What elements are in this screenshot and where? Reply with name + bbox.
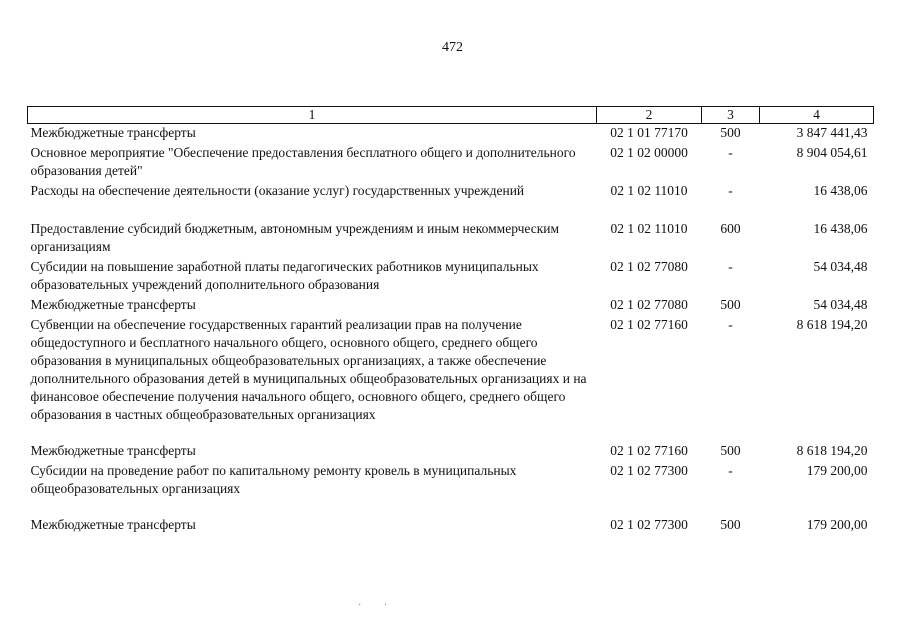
row-sum: 54 034,48 bbox=[813, 297, 868, 312]
row-code: 02 1 02 77300 bbox=[610, 463, 688, 478]
row-name: Предоставление субсидий бюджетным, автономным учреждениям и иным некоммерческим организациям bbox=[30, 221, 560, 254]
row-type: - bbox=[728, 183, 733, 198]
table-row bbox=[28, 516, 874, 536]
column-header-3: 3 bbox=[702, 107, 760, 124]
row-sum: 16 438,06 bbox=[813, 183, 868, 198]
row-name: Межбюджетные трансферты bbox=[30, 125, 196, 140]
table-row bbox=[28, 220, 874, 258]
column-header-4: 4 bbox=[760, 107, 874, 124]
row-code: 02 1 01 77170 bbox=[610, 125, 688, 140]
row-code: 02 1 02 11010 bbox=[610, 221, 688, 236]
row-type: - bbox=[728, 463, 733, 478]
row-type: 500 bbox=[720, 443, 741, 458]
row-name: Основное мероприятие "Обеспечение предоставления бесплатного общего и дополнительного образования детей" bbox=[30, 145, 576, 178]
row-sum: 179 200,00 bbox=[806, 463, 868, 478]
row-code: 02 1 02 77160 bbox=[610, 443, 688, 458]
row-code: 02 1 02 00000 bbox=[610, 145, 688, 160]
budget-table bbox=[27, 106, 874, 536]
table-row bbox=[28, 296, 874, 316]
table-row bbox=[28, 462, 874, 516]
row-sum: 54 034,48 bbox=[813, 259, 868, 274]
table-header-row bbox=[28, 107, 874, 124]
scan-artifact: · · bbox=[358, 600, 398, 611]
row-name: Межбюджетные трансферты bbox=[30, 443, 196, 458]
column-header-1: 1 bbox=[28, 107, 597, 124]
row-sum: 8 904 054,61 bbox=[796, 145, 868, 160]
row-code: 02 1 02 77080 bbox=[610, 259, 688, 274]
row-type: - bbox=[728, 317, 733, 332]
row-name: Расходы на обеспечение деятельности (оказание услуг) государственных учреждений bbox=[30, 183, 525, 198]
row-code: 02 1 02 77160 bbox=[610, 317, 688, 332]
row-sum: 16 438,06 bbox=[813, 221, 868, 236]
row-sum: 3 847 441,43 bbox=[796, 125, 868, 140]
table-row bbox=[28, 442, 874, 462]
row-name: Субвенции на обеспечение государственных гарантий реализации прав на получение общедоступного и бесплатного начального общего, основного общего, среднего общего образования в муниципальных общеобразовательных организациях, а также обеспечение дополнительного образования детей в муниципальных общеобразовательных организациях и на финансовое обеспечение получения начального общего, основного общего, среднего общего образования в частных общеобразовательных организациях bbox=[30, 317, 587, 422]
row-code: 02 1 02 77300 bbox=[610, 517, 688, 532]
row-name: Субсидии на повышение заработной платы педагогических работников муниципальных образовательных учреждений дополнительного образования bbox=[30, 259, 539, 292]
row-type: 500 bbox=[720, 125, 741, 140]
page-number: 472 bbox=[442, 40, 463, 55]
row-type: 500 bbox=[720, 517, 741, 532]
table-row bbox=[28, 182, 874, 220]
row-name: Субсидии на проведение работ по капитальному ремонту кровель в муниципальных общеобразовательных организациях bbox=[30, 463, 517, 496]
table-row bbox=[28, 124, 874, 145]
row-name: Межбюджетные трансферты bbox=[30, 297, 196, 312]
row-type: - bbox=[728, 145, 733, 160]
table-row bbox=[28, 144, 874, 182]
row-type: 600 bbox=[720, 221, 741, 236]
row-type: - bbox=[728, 259, 733, 274]
row-sum: 8 618 194,20 bbox=[796, 317, 868, 332]
table-row bbox=[28, 316, 874, 442]
row-code: 02 1 02 11010 bbox=[610, 183, 688, 198]
row-type: 500 bbox=[720, 297, 741, 312]
row-code: 02 1 02 77080 bbox=[610, 297, 688, 312]
row-name: Межбюджетные трансферты bbox=[30, 517, 196, 532]
table-row bbox=[28, 258, 874, 296]
row-sum: 179 200,00 bbox=[806, 517, 868, 532]
column-header-2: 2 bbox=[597, 107, 702, 124]
row-sum: 8 618 194,20 bbox=[796, 443, 868, 458]
